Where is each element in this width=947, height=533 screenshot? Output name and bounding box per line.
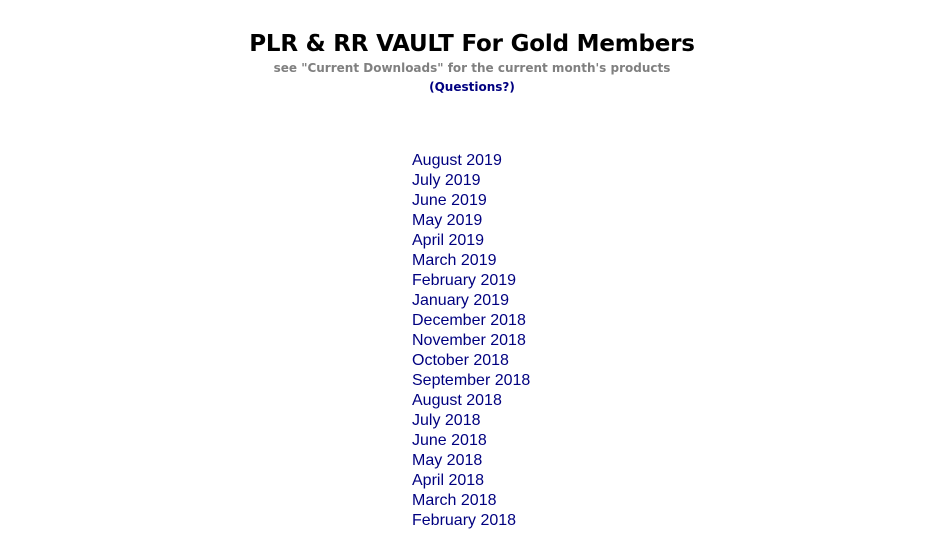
- month-link[interactable]: April 2018: [412, 472, 485, 489]
- questions-link[interactable]: (Questions?): [429, 80, 515, 94]
- list-item: [412, 230, 530, 250]
- month-link[interactable]: April 2019: [412, 232, 485, 249]
- month-link[interactable]: December 2018: [412, 312, 526, 329]
- list-item: [412, 410, 530, 430]
- month-link[interactable]: November 2018: [412, 332, 526, 349]
- list-item: [412, 470, 530, 490]
- month-link[interactable]: July 2018: [412, 412, 481, 429]
- list-item: [412, 270, 530, 290]
- list-item: [412, 290, 530, 310]
- list-item: [412, 210, 530, 230]
- month-link[interactable]: March 2019: [412, 252, 497, 269]
- list-item: [412, 190, 530, 210]
- list-item: [412, 250, 530, 270]
- list-item: [412, 330, 530, 350]
- list-item: [412, 350, 530, 370]
- month-link[interactable]: June 2019: [412, 192, 487, 209]
- list-item: [412, 510, 530, 530]
- month-link[interactable]: June 2018: [412, 432, 487, 449]
- list-item: [412, 390, 530, 410]
- list-item: [412, 150, 530, 170]
- month-link[interactable]: July 2019: [412, 172, 481, 189]
- list-item: [412, 490, 530, 510]
- month-link[interactable]: January 2019: [412, 292, 509, 309]
- page-title: PLR & RR VAULT For Gold Members: [249, 31, 695, 57]
- month-link[interactable]: October 2018: [412, 352, 509, 369]
- month-link[interactable]: February 2018: [412, 512, 517, 529]
- month-link[interactable]: March 2018: [412, 492, 497, 509]
- month-link[interactable]: February 2019: [412, 272, 517, 289]
- page-header: [0, 28, 944, 95]
- list-item: [412, 310, 530, 330]
- month-link[interactable]: August 2018: [412, 392, 502, 409]
- list-item: [412, 430, 530, 450]
- month-link[interactable]: May 2018: [412, 452, 483, 469]
- month-link[interactable]: May 2019: [412, 212, 483, 229]
- month-link[interactable]: September 2018: [412, 372, 531, 389]
- list-item: [412, 370, 530, 390]
- month-archive-list: [412, 150, 530, 530]
- month-link[interactable]: August 2019: [412, 152, 502, 169]
- list-item: [412, 170, 530, 190]
- list-item: [412, 450, 530, 470]
- subtitle: see "Current Downloads" for the current month's products: [273, 61, 671, 75]
